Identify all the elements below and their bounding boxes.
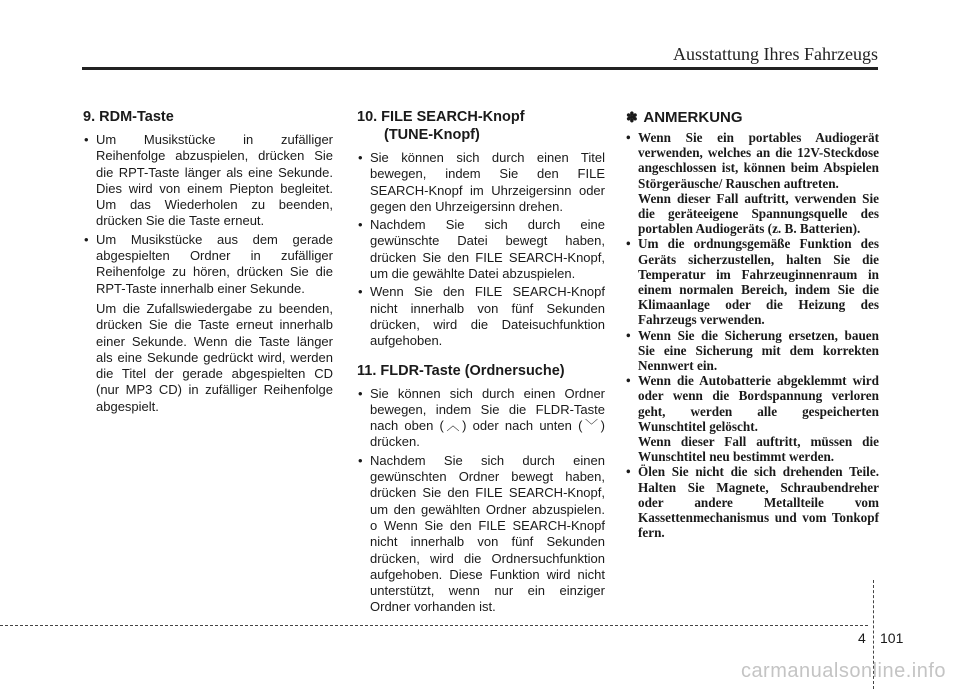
note-star-icon: ✽ [626,109,638,125]
note-subtext: Wenn dieser Fall auftritt, verwenden Sie die geräteeigene Spannungsquelle des portablen Audiogeräts (z. B. Batterien). [638,190,879,237]
text-part: Sie können sich durch einen Ordner bewegen, indem Sie die FLDR-Taste nach oben ( [370,385,605,434]
header-rule [82,67,878,70]
column-2 [357,108,605,618]
chevron-down-icon: ﹀ [582,418,601,434]
list-item: • Sie können sich durch einen Titel bewegen, indem Sie den FILE SEARCH-Knopf im Uhrzeigersinn oder gegen den Uhrzeigersinn drehen. [357,150,605,215]
section-heading-fldr: 11. FLDR-Taste (Ordnersuche) [357,362,565,379]
column-1 [83,108,333,415]
watermark: carmanualsonline.info [740,660,946,682]
list-item: • Um die ordnungsgemäße Funktion des Geräts sicherzustellen, halten Sie die Temperatur im Fahrzeuginnenraum in einem normalen Bereich, indem Sie die Klimaanlage oder die Heizung des Fahrzeugs verwenden. [626,236,879,327]
chevron-up-icon: ︿ [443,418,463,434]
list-item: • Nachdem Sie sich durch einen gewünschten Ordner bewegt haben, drücken Sie den FILE SEARCH-Knopf, um den gewählten Ordner abzuspielen. o Wenn Sie den FILE SEARCH-Knopf nicht innerhalb von fünf Sekunden drücken, wird die Ordnersuchfunktion aufgehoben. Diese Funktion wird nicht unterstützt, wenn nur ein einziger Ordner vorhanden ist. [357,453,605,616]
rdm-bullet-list [83,132,333,297]
list-item: • Ölen Sie nicht die sich drehenden Teile. Halten Sie Magnete, Schraubendreher oder andere Metallteile vom Kassettenmechanismus und vom Tonkopf fern. [626,464,879,540]
fldr-bullet-list [357,386,605,616]
list-item: • Um Musikstücke in zufälliger Reihenfolge abzuspielen, drücken Sie die RPT-Taste länger als eine Sekunde. Dies wird von einem Piepton begleitet. Um das Wiederholen zu beenden, drücken Sie die Taste erneut. [83,132,333,230]
note-heading [626,108,879,127]
note-text: Wenn die Autobatterie abgeklemmt wird oder wenn die Bordspannung verloren geht, werden alle gespeicherten Wunschtitel gelöscht. [638,373,879,434]
list-item: • Wenn Sie die Sicherung ersetzen, bauen Sie eine Sicherung mit dem korrekten Nennwert ein. [626,328,879,374]
chapter-number: 4 [858,630,866,646]
column-3 [626,108,879,540]
list-item [626,373,879,464]
list-item: • Nachdem Sie sich durch eine gewünschte Datei bewegt haben, drücken Sie den FILE SEARCH-Knopf, um die gewählte Datei abzuspielen. [357,217,605,282]
heading-line-2: (TUNE-Knopf) [384,127,480,143]
list-item: • Wenn Sie den FILE SEARCH-Knopf nicht innerhalb von fünf Sekunden drücken, wird die Dateisuchfunktion aufgehoben. [357,284,605,349]
note-text: Wenn Sie ein portables Audiogerät verwenden, welches an die 12V-Steckdose angeschlossen ist, können beim Abspielen Störgeräusche/ Rauschen auftreten. [638,130,879,191]
note-heading-label: ANMERKUNG [643,109,743,126]
section-heading-file-search [357,108,605,144]
note-subtext: Wenn dieser Fall auftritt, müssen die Wunschtitel neu bestimmt werden. [638,434,879,465]
list-item [626,130,879,236]
rdm-paragraph: Um die Zufallswiedergabe zu beenden, drücken Sie die Taste erneut innerhalb einer Sekunde. Wenn die Taste länger als eine Sekunde gedrückt wird, werden die Titel der gerade abgespielten CD (nur MP3 CD) in zufälliger Reihenfolge abgespielt. [96,300,333,414]
list-item: • Um Musikstücke aus dem gerade abgespielten Ordner in zufälliger Reihenfolge zu hören, drücken Sie die RPT-Taste innerhalb einer Sekunde. [83,232,333,297]
heading-line-1: 10. FILE SEARCH-Knopf [357,109,525,125]
footer-dashed-line [0,625,868,626]
page-number: 101 [880,630,904,646]
text-part: ) drücken. [370,418,605,450]
section-heading-rdm: 9. RDM-Taste [83,109,174,125]
file-search-bullet-list [357,150,605,350]
header-title: Ausstattung Ihres Fahrzeugs [673,44,878,64]
text-part: ) oder nach unten ( [462,418,583,434]
list-item [357,386,605,451]
note-list [626,130,879,540]
